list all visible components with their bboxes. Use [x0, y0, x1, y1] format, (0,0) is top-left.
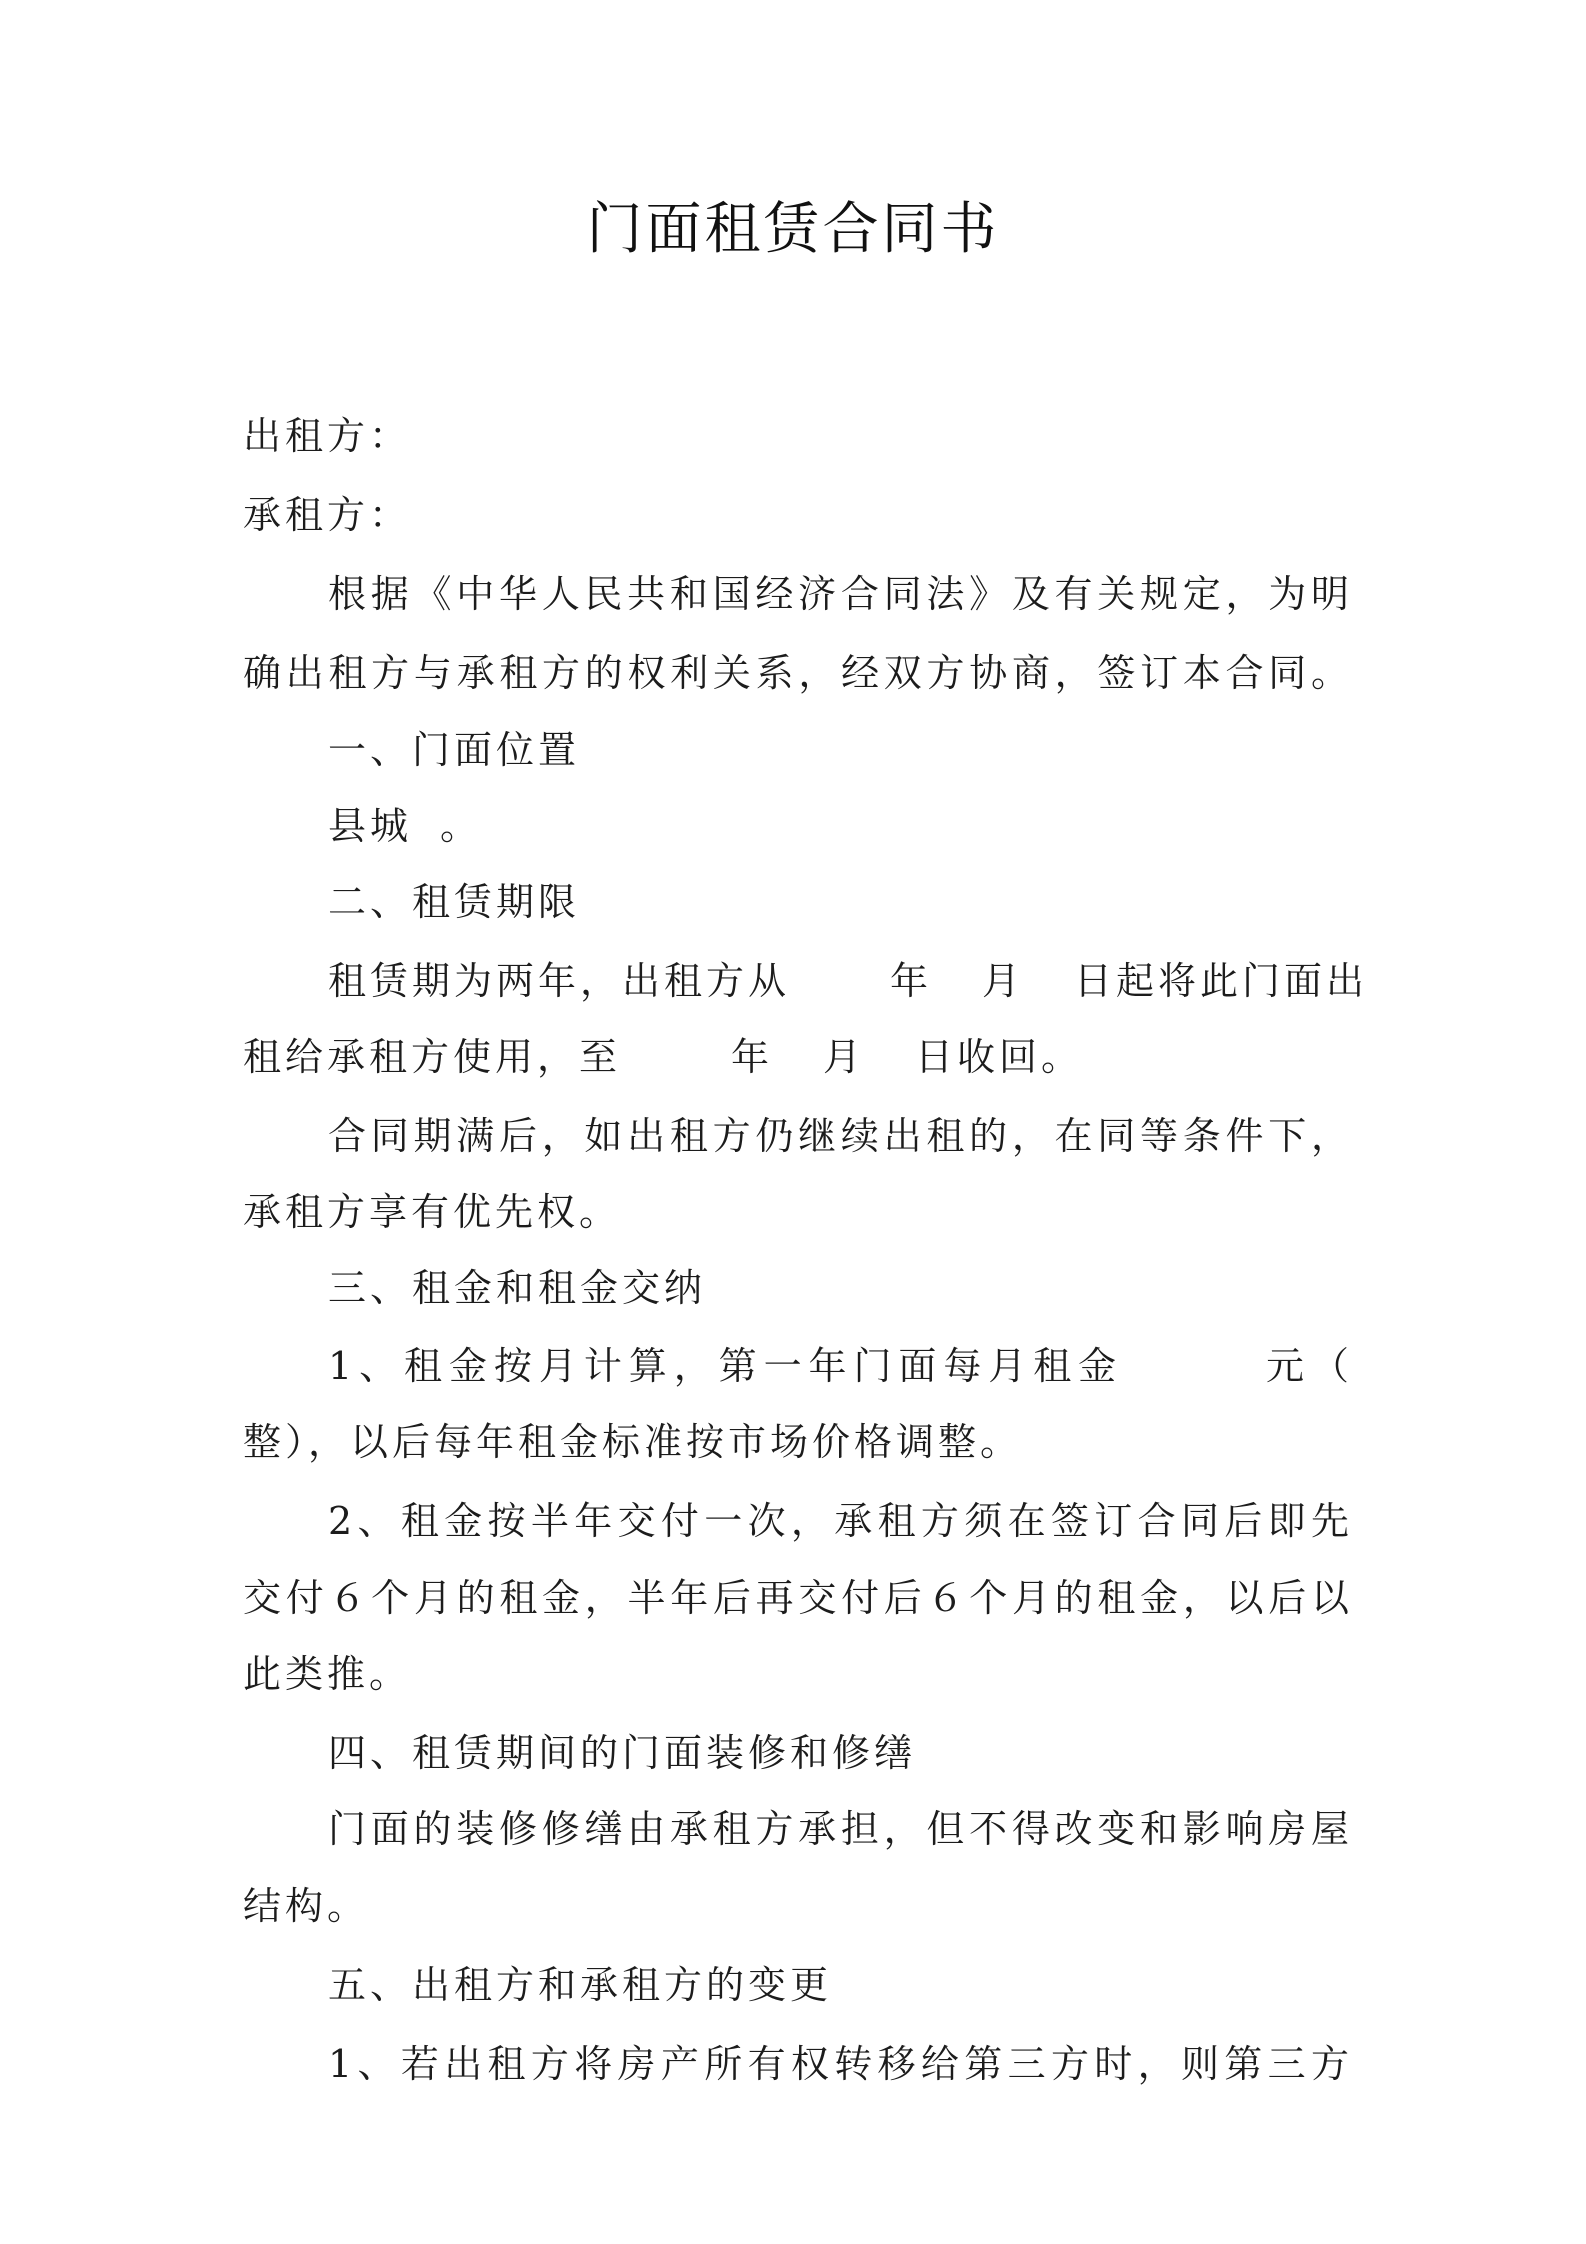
rent-item-1-text: 1、租金按月计算，第一年门面每月租金 — [328, 1344, 1124, 1388]
rent-item-2-line-1: 2、租金按半年交付一次，承租方须在签订合同后即先 — [328, 1499, 1353, 1543]
lessor-label: 出租方： — [243, 414, 412, 458]
term-end-day-text: 日收回。 — [915, 1035, 1084, 1079]
location-line — [328, 798, 482, 854]
rent-item-2-line-3: 此类推。 — [243, 1652, 412, 1696]
repair-line-1: 门面的装修修缮由承租方承担，但不得改变和影响房屋 — [328, 1807, 1353, 1851]
term-start-text: 租赁期为两年，出租方从 — [328, 959, 791, 1003]
intro-line-2: 确出租方与承租方的权利关系，经双方协商，签订本合同。 — [243, 651, 1353, 695]
rent-item-1-line-2: 整），以后每年租金标准按市场价格调整。 — [243, 1420, 1023, 1464]
section-4-heading: 四、租赁期间的门面装修和修缮 — [328, 1731, 917, 1775]
location-prefix: 县城 — [328, 804, 413, 848]
term-start-year: 年 — [890, 959, 933, 1003]
term-end-year: 年 — [731, 1035, 774, 1079]
section-5-heading: 五、出租方和承租方的变更 — [328, 1963, 833, 2007]
rent-item-1-line-1 — [328, 1338, 1353, 1394]
location-suffix: 。 — [440, 804, 483, 848]
term-end-month: 月 — [823, 1035, 866, 1079]
page-title: 门面租赁合同书 — [586, 197, 1000, 262]
renew-line-1: 合同期满后，如出租方仍继续出租的，在同等条件下， — [328, 1114, 1353, 1158]
section-2-heading: 二、租赁期限 — [328, 880, 581, 924]
section-3-heading: 三、租金和租金交纳 — [328, 1266, 707, 1310]
renew-line-2: 承租方享有优先权。 — [243, 1190, 622, 1234]
repair-line-2: 结构。 — [243, 1884, 370, 1928]
term-start-day-text: 日起将此门面出 — [1074, 959, 1369, 1003]
term-end-text: 租给承租方使用，至 — [243, 1035, 622, 1079]
rent-item-1-unit: 元（ — [1263, 1344, 1353, 1388]
intro-line-1: 根据《中华人民共和国经济合同法》及有关规定，为明 — [328, 572, 1353, 616]
term-line-2 — [243, 1029, 1083, 1085]
term-line-1 — [328, 953, 1368, 1009]
term-start-month: 月 — [982, 959, 1025, 1003]
change-item-1-line-1: 1、若出租方将房产所有权转移给第三方时，则第三方 — [328, 2042, 1353, 2086]
rent-item-2-line-2: 交付６个月的租金，半年后再交付后６个月的租金，以后以 — [243, 1576, 1353, 1620]
lessee-label: 承租方： — [243, 493, 412, 537]
section-1-heading: 一、门面位置 — [328, 728, 581, 772]
